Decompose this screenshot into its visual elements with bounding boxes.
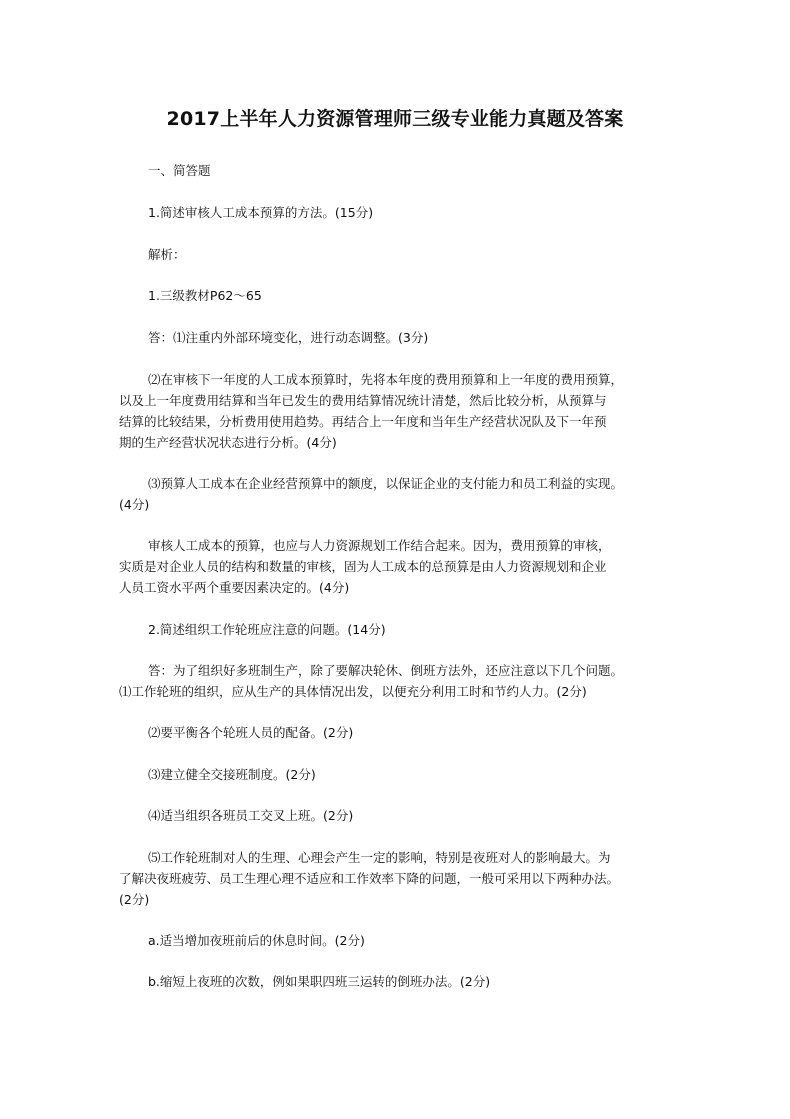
text-line: ⑵在审核下一年度的人工成本预算时，先将本年度的费用预算和上一年度的费用预算， <box>148 372 624 387</box>
answer-2-item-5a: a.适当增加夜班前后的休息时间。(2分) <box>148 933 365 948</box>
answer-2-item-3: ⑶建立健全交接班制度。(2分) <box>148 767 316 782</box>
text-line: (2分) <box>119 892 150 907</box>
text-line: 结算的比较结果，分析费用使用趋势。再结合上一年度和当年生产经营状况队及下一年预 <box>119 414 607 429</box>
answer-1-item-3 <box>119 473 681 515</box>
answer-2-item-5 <box>119 847 681 910</box>
text-line: 审核人工成本的预算，也应与人力资源规划工作结合起来。因为，费用预算的审核， <box>148 538 611 553</box>
text-line: 答：为了组织好多班制生产，除了要解决轮休、倒班方法外，还应注意以下几个问题。 <box>148 663 624 678</box>
question-2: 2.简述组织工作轮班应注意的问题。(14分) <box>148 622 386 637</box>
text-line: 人员工资水平两个重要因素决定的。(4分) <box>119 580 350 595</box>
text-line: 了解决夜班疲劳、员工生理心理不适应和工作效率下降的问题，一般可采用以下两种办法。 <box>119 871 620 886</box>
section-heading: 一、简答题 <box>148 163 211 178</box>
text-line: 实质是对企业人员的结构和数量的审核，固为人工成本的总预算是由人力资源规划和企业 <box>119 559 607 574</box>
document-title: 2017上半年人力资源管理师三级专业能力真题及答案 <box>166 108 624 130</box>
text-line: 期的生产经营状况状态进行分析。(4分) <box>119 435 337 450</box>
text-line: 以及上一年度费用结算和当年已发生的费用结算情况统计清楚，然后比较分析，从预算与 <box>119 393 607 408</box>
answer-2-item-4: ⑷适当组织各班员工交叉上班。(2分) <box>148 808 354 823</box>
answer-1-item-1: 答：⑴注重内外部环境变化，进行动态调整。(3分) <box>148 330 429 345</box>
analysis-label: 解析： <box>148 247 186 262</box>
answer-1-summary <box>119 535 681 598</box>
answer-2-item-5b: b.缩短上夜班的次数，例如果职四班三运转的倒班办法。(2分) <box>148 974 491 989</box>
answer-1-item-2 <box>119 369 681 453</box>
answer-2-item-2: ⑵要平衡各个轮班人员的配备。(2分) <box>148 725 354 740</box>
text-line: ⑸工作轮班制对人的生理、心理会产生一定的影响，特别是夜班对人的影响最大。为 <box>148 850 611 865</box>
text-line: ⑴工作轮班的组织，应从生产的具体情况出发，以便充分利用工时和节约人力。(2分) <box>119 684 587 699</box>
textbook-reference: 1.三级教材P62～65 <box>148 288 262 303</box>
question-1: 1.简述审核人工成本预算的方法。(15分) <box>148 205 374 220</box>
text-line: ⑶预算人工成本在企业经营预算中的额度，以保证企业的支付能力和员工利益的实现。 <box>148 476 624 491</box>
text-line: (4分) <box>119 497 150 512</box>
answer-2-intro <box>119 660 681 702</box>
